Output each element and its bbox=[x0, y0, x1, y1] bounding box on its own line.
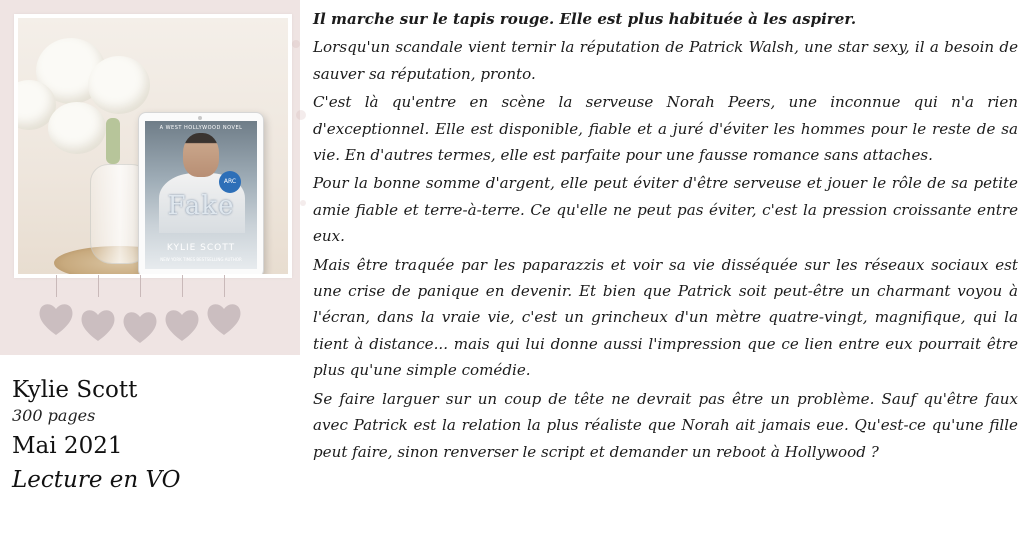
page-count: 300 pages bbox=[12, 406, 96, 425]
synopsis bbox=[313, 6, 1018, 467]
heart-icon bbox=[78, 305, 118, 345]
synopsis-paragraph: Mais être traquée par les paparazzis et voir sa vie disséquée sur les réseaux sociaux est une crise de panique en devenir. Et bien que Patrick soit peut-être un charmant voyou à l'écran, dans la vraie vie, c'est un grincheux d'un mètre quatre-vingt, magnifique, qui la tient à distance... mais qui lui donne aussi l'impression que ce lien entre eux pourrait être plus qu'une simple comédie. bbox=[313, 255, 1018, 380]
heart-icon bbox=[120, 307, 160, 347]
tablet-device bbox=[138, 112, 264, 274]
heart-string bbox=[182, 275, 183, 297]
cover-model-face bbox=[183, 133, 219, 177]
heart-icon bbox=[36, 299, 76, 339]
synopsis-tagline: Il marche sur le tapis rouge. Elle est plus habituée à les aspirer. bbox=[313, 10, 857, 28]
cover-title: Fake bbox=[167, 191, 235, 221]
publication-date: Mai 2021 bbox=[12, 433, 123, 459]
book-photo bbox=[18, 18, 288, 274]
tablet-camera bbox=[198, 116, 202, 120]
cover-author: KYLIE SCOTT bbox=[166, 243, 236, 253]
heart-string bbox=[224, 275, 225, 297]
book-cover bbox=[145, 121, 257, 269]
reading-language: Lecture en VO bbox=[12, 467, 181, 493]
peony-flower bbox=[48, 102, 106, 154]
book-photo-frame bbox=[14, 14, 292, 278]
heart-icon bbox=[204, 299, 244, 339]
cover-arc-badge: ARC bbox=[219, 171, 241, 193]
flower-stem bbox=[106, 118, 120, 164]
heart-string bbox=[140, 275, 141, 297]
cover-series: A WEST HOLLYWOOD NOVEL bbox=[159, 125, 243, 131]
cover-tagline: NEW YORK TIMES BESTSELLING AUTHOR bbox=[160, 257, 242, 262]
peony-flower bbox=[88, 56, 150, 114]
decor-splash bbox=[296, 110, 306, 120]
synopsis-paragraph: Se faire larguer sur un coup de tête ne devrait pas être un problème. Sauf qu'être faux avec Patrick est la relation la plus réaliste que Norah ait jamais eue. Qu'est-ce qu'une fille peut faire, sinon renverser le script et demander un reboot à Hollywood ? bbox=[313, 389, 1018, 461]
book-details bbox=[12, 375, 302, 497]
author-name: Kylie Scott bbox=[12, 377, 138, 403]
synopsis-paragraph: C'est là qu'entre en scène la serveuse Norah Peers, une inconnue qui n'a rien d'exceptionnel. Elle est disponible, fiable et a juré d'éviter les hommes pour le reste de sa vie. En d'autres termes, elle est parfaite pour une fausse romance sans attaches. bbox=[313, 93, 1018, 165]
heart-string bbox=[56, 275, 57, 297]
book-photo-panel bbox=[0, 0, 300, 355]
heart-string bbox=[98, 275, 99, 297]
decor-splash bbox=[300, 200, 306, 206]
synopsis-paragraph: Pour la bonne somme d'argent, elle peut éviter d'être serveuse et jouer le rôle de sa petite amie fiable et terre-à-terre. Ce qu'elle ne peut pas éviter, c'est la pression croissante entre eux. bbox=[313, 174, 1018, 246]
decor-splash bbox=[292, 40, 300, 48]
hearts-garland bbox=[36, 295, 250, 339]
synopsis-paragraph: Lorsqu'un scandale vient ternir la réputation de Patrick Walsh, une star sexy, il a besoin de sauver sa réputation, pronto. bbox=[313, 38, 1018, 83]
heart-icon bbox=[162, 305, 202, 345]
